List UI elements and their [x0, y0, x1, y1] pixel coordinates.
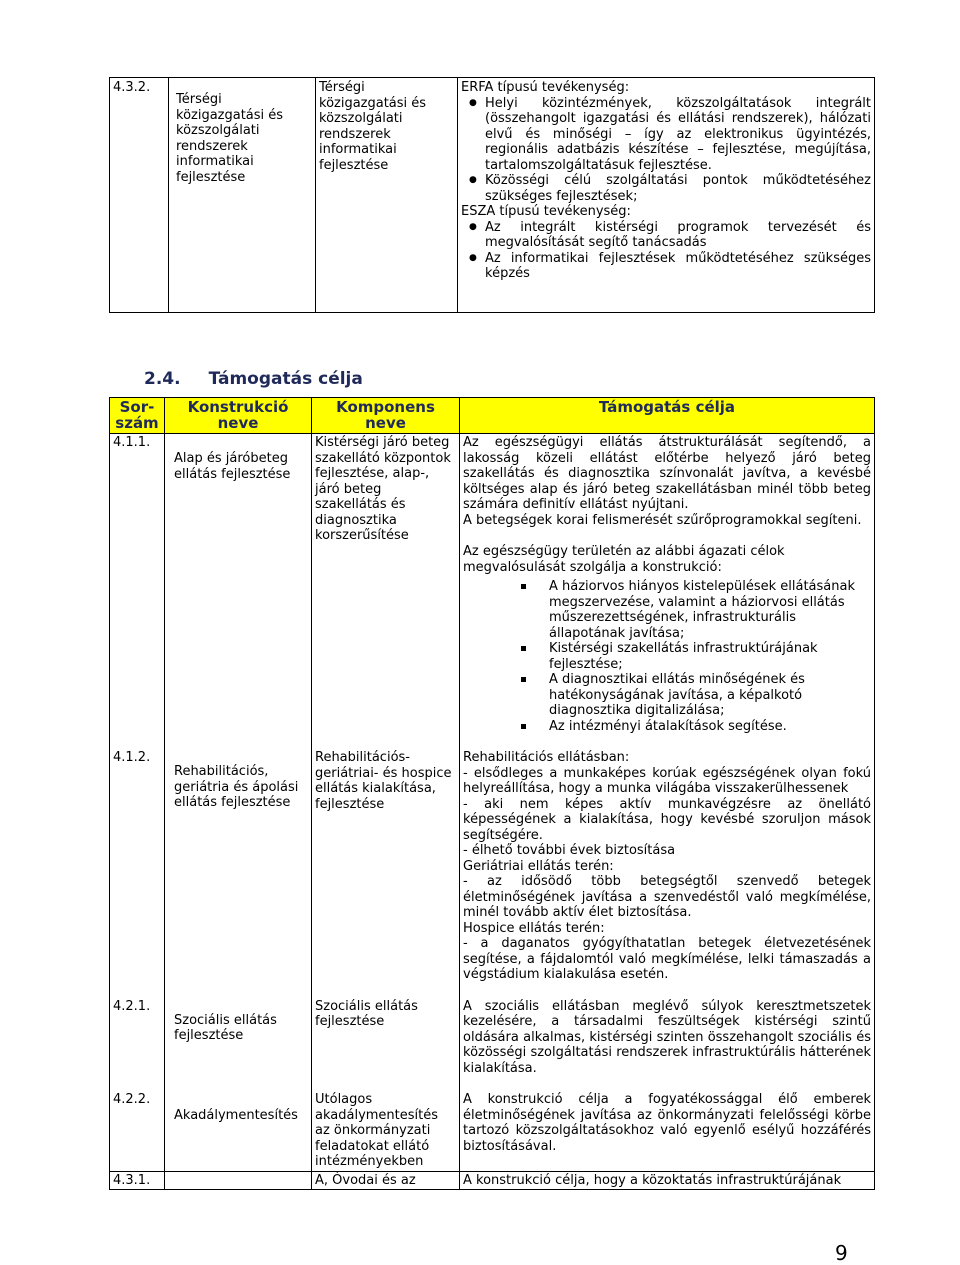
erfa-list	[461, 96, 871, 205]
list-item: ● Közösségi célú szolgáltatási pontok működtetéséhez szükséges fejlesztések;	[485, 173, 871, 204]
goal-text: Az egészségügyi ellátás átstrukturálását segítendő, a lakosság közeli ellátást előtérbe helyező járó beteg szakellátás és diagnosztika színvonalát javítva, a kevésbé költséges alap és járó beteg szakellátásban minél több beteg számára definitív ellátást nyújtani. A betegségek korai felismerését szűrőprogramokkal segíteni. Az egészségügy területén az alábbi ágazati célok megvalósulását szolgálja a konstrukció: A háziorvos hiányos kistelepülések ellátásának megszervezése, valamint a háziorvosi ellátás műszerezettségének, infrastrukturális állapotának javítása; Kistérségi szakellátás infrastruktúrájának fejlesztése; A diagnosztikai ellátás minőségének és hatékonyságának javítása, a képalkotó diagnosztika digitalizálása; Az intézményi átalakítások segítése.	[460, 434, 875, 750]
component-name: Szociális ellátás fejlesztése	[312, 998, 460, 1092]
page-number: 9	[835, 1241, 848, 1265]
construction-name	[165, 1171, 312, 1190]
component-name: Rehabilitációs-geriátriai- és hospice ellátás kialakítása, fejlesztése	[312, 749, 460, 998]
support-goal-table	[109, 397, 875, 1190]
row-number: 4.1.1.	[110, 434, 165, 750]
table-row	[110, 998, 875, 1092]
goal-list	[463, 579, 871, 734]
construction-name: Rehabilitációs, geriátria és ápolási ellátás fejlesztése	[165, 749, 312, 998]
section-title: Támogatás célja	[208, 369, 363, 389]
list-item: ● Helyi közintézmények, közszolgáltatások integrált (összehangolt igazgatási és ellátási rendszerek), hálózati elvű és minőségi – így az elektronikus ügyintézés, regionális adatbázis készítése – fejlesztése, megújítása, tartalomszolgáltatásuk fejlesztése.	[485, 96, 871, 174]
erfa-title: ERFA típusú tevékenység:	[461, 80, 630, 95]
table-row	[110, 1091, 875, 1171]
list-item: Az intézményi átalakítások segítése.	[549, 719, 871, 735]
component-name: A, Óvodai és az	[312, 1171, 460, 1190]
header-construction: Konstrukció neve	[165, 398, 312, 434]
goal-text: Rehabilitációs ellátásban: - elsődleges a munkaképes korúak egészségének olyan fokú helyreállítása, hogy a munka világába visszakerülhessenek - aki nem képes aktív munkavégzésre az önellátó képességének a kialakítása, hogy kevésbé szoruljon mások segítségére. - élhető további évek biztosítása Geriátriai ellátás terén: - az idősödő több betegségtől szenvedő betegek életminőségének javítása a szenvedéstől való megkímélése, minél tovább aktív élet biztosítása. Hospice ellátás terén: - a daganatos gyógyíthatatlan betegek életvezetésének segítése, a fájdalomtól való megkímélése, lelki támaszadás a végstádium kialakulása esetén.	[460, 749, 875, 998]
construction-name: Alap és járóbeteg ellátás fejlesztése	[165, 434, 312, 750]
component-name: Kistérségi járó beteg szakellátó központok fejlesztése, alap-, járó beteg szakellátás és diagnosztika korszerűsítése	[312, 434, 460, 750]
component-name: Utólagos akadálymentesítés az önkormányzati feladatokat ellátó intézményekben	[312, 1091, 460, 1171]
list-item: A háziorvos hiányos kistelepülések ellátásának megszervezése, valamint a háziorvosi ellátás műszerezettségének, infrastrukturális állapotának javítása;	[549, 579, 871, 641]
list-item: ● Az informatikai fejlesztések működtetéséhez szükséges képzés	[485, 251, 871, 282]
row-number: 4.2.2.	[110, 1091, 165, 1171]
table-row	[110, 749, 875, 998]
list-item: ● Az integrált kistérségi programok tervezését és megvalósítását segítő tanácsadás	[485, 220, 871, 251]
goal-text: A konstrukció célja a fogyatékossággal élő emberek életminőségének javítása az önkormányzati felelősségi körbe tartozó közszolgáltatásokhoz való egyenlő esélyű hozzáférés biztosításával.	[460, 1091, 875, 1171]
top-table	[109, 77, 875, 313]
goal-text: A konstrukció célja, hogy a közoktatás infrastruktúrájának	[460, 1171, 875, 1190]
esza-title: ESZA típusú tevékenység:	[461, 204, 631, 219]
row-number: 4.3.1.	[110, 1171, 165, 1190]
construction-name: Szociális ellátás fejlesztése	[165, 998, 312, 1092]
goal-text: A szociális ellátásban meglévő súlyok keresztmetszetek kezelésére, a társadalmi feszültségek kistérségi szintű oldására alkalmas, kistérségi szinten összehangolt szociális és közösségi szolgáltatási rendszerek infrastruktúrális hátterének kialakítása.	[460, 998, 875, 1092]
list-item: A diagnosztikai ellátás minőségének és hatékonyságának javítása, a képalkotó diagnosztika digitalizálása;	[549, 672, 871, 719]
table-row	[110, 1171, 875, 1190]
table-row	[110, 434, 875, 750]
section-number: 2.4.	[144, 369, 181, 389]
esza-list	[461, 220, 871, 282]
header-goal: Támogatás célja	[460, 398, 875, 434]
row-number: 4.1.2.	[110, 749, 165, 998]
header-component: Komponens neve	[312, 398, 460, 434]
row-number: 4.3.2.	[110, 78, 169, 313]
header-number: Sor-szám	[110, 398, 165, 434]
construction-name: Térségi közigazgatási és közszolgálati rendszerek informatikai fejlesztése	[169, 78, 316, 313]
construction-name: Akadálymentesítés	[165, 1091, 312, 1171]
component-name: Térségi közigazgatási és közszolgálati rendszerek informatikai fejlesztése	[316, 78, 458, 313]
row-number: 4.2.1.	[110, 998, 165, 1092]
section-heading	[144, 369, 363, 389]
activity-description	[458, 78, 875, 313]
table-header	[110, 398, 875, 434]
list-item: Kistérségi szakellátás infrastruktúrájának fejlesztése;	[549, 641, 871, 672]
